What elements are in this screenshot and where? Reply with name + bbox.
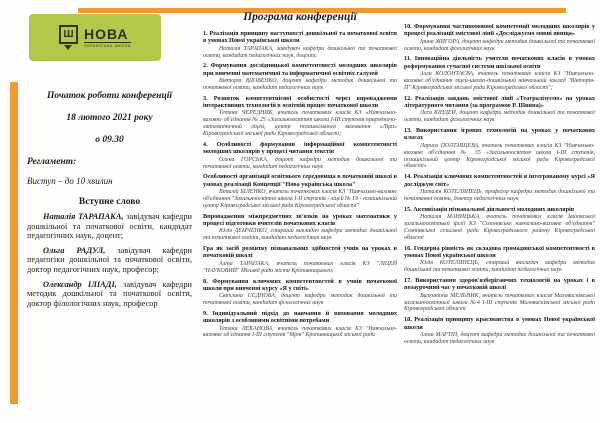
- program-item: [203, 278, 397, 307]
- program-column-2: [404, 20, 595, 349]
- item-heading: 14. Реалізація ключових компетентностей в інтегрованому курсі «Я досліджую світ»: [404, 173, 595, 188]
- item-heading: 2. Формування дослідницької компетентності молодших школярів при вивченні математичної та інформатичної освітніх галузей: [203, 62, 397, 77]
- program-item: [203, 245, 397, 274]
- start-line-1: Початок роботи конференції: [46, 91, 173, 101]
- intro-speakers-list: [27, 212, 192, 308]
- nus-logo: [29, 14, 161, 61]
- program-item: [203, 213, 397, 242]
- item-heading: 10. Формування частиномовної компетенції молодших школярів у процесі реалізації змістової лінії «Досліджуємо мовні явища»: [404, 23, 595, 38]
- logo-letter: Ш: [59, 25, 78, 44]
- left-column: [27, 12, 192, 308]
- item-heading: 1. Реалізація принципу наступності дошкільної та початкової освіти в умовах Нової української школи: [203, 30, 397, 45]
- item-speaker: Олена ГОРСЬКА, доцент кафедри методик дошкільної та початкової освіти, кандидат педагогічних наук: [203, 156, 397, 170]
- item-speaker: Юлія КОТЕЛЯНЕЦЬ, старший викладач кафедри методик дошкільної та початкової освіти, кандидат педагогічних наук: [404, 260, 595, 274]
- item-speaker: Наталія МАНИЦЬКА, вчитель початкових класів Іванівської загальноосвітньої філії КЗ "Созонівське навчально-виховне об'єднання" Созонівської сільської ради Кіровоградського району Кіровоградської області: [404, 214, 595, 241]
- speaker-name: Ольга РАДУЛ,: [43, 245, 106, 255]
- speaker-name: Олександр ІЛІАДІ,: [43, 279, 117, 289]
- program-item: [203, 310, 397, 339]
- speaker-role: завідувач кафедри методик дошкільної та початкової освіти, доктор філологічних наук, професор: [27, 279, 192, 308]
- speaker-name: Наталія ТАРАПАКА,: [43, 212, 124, 221]
- program-items-1: [203, 30, 397, 339]
- item-speaker: Тетяна ЛЕКАНОВА, вчитель початкових класів КЗ "Навчально-виховне об'єднання І-ІІІ ступенів "Мрія" Кропивницької міської ради: [203, 325, 397, 339]
- intro-speaker: [27, 280, 192, 309]
- program-item: [203, 62, 397, 91]
- logo-subtitle: УКРАЇНСЬКА ШКОЛА: [83, 44, 132, 49]
- item-speaker: Тетяна ЧЕРЕДНИК, вчитель початкових класів КЗ «Навчально-виховне об'єднання № 25 «Загальноосвітня школа І-ІІІ ступенів природничо-математичний ліцей, центр позашкільного виховання «Ліра» Кіровоградської міської ради Кіровоградської області;: [203, 110, 397, 138]
- start-line-2: 18 лютого 2021 року: [66, 113, 153, 123]
- item-speaker: Лариса ПОЛТАВЦЕВА, вчитель початкових класів КЗ "Навчально-виховне об'єднання № 35 «Загальноосвітня школа І-ІІІ ступенів, позашкільний центр Кіровоградської міської ради Кіровоградської області»: [404, 142, 595, 170]
- item-heading: 18. Реалізація принципу краєзнавства в умовах Нової української школи: [404, 316, 595, 331]
- program-item: [404, 95, 595, 124]
- item-heading: 15. Активізація пізнавальної діяльності молодших школярів: [404, 205, 575, 213]
- program-item: [404, 316, 595, 345]
- logo-brand: НОВА: [83, 25, 129, 42]
- item-heading: Впровадження міжпредметних зв'язків на уроках математики у процесі підготовки вчителів початкових класів: [203, 212, 397, 228]
- reglament-value: Виступ – до 10 хвилин: [27, 176, 113, 186]
- intro-word-title: Вступне слово: [78, 197, 141, 207]
- logo-text: [84, 27, 131, 49]
- conference-start-block: [27, 91, 192, 145]
- orange-left-rule: [10, 82, 18, 404]
- program-item: [404, 245, 595, 274]
- item-heading: 9. Індивідуальний підхід до навчання й виховання молодших школярів з особливими освітніми потребами: [203, 309, 397, 325]
- program-items-2: [404, 23, 595, 346]
- item-heading: 17. Використання здоров'язберігаючих технологій на уроках і в позаурочний час у початковій школі: [404, 277, 595, 292]
- item-speaker: Леся КІНДЕЙ, доцент кафедри методик дошкільної та початкової освіти, кандидат філологічних наук: [404, 110, 595, 124]
- item-speaker: Наталія ТАРАПАКА, завідувач кафедри дошкільної та початкової освіти, кандидат педагогічних наук, доцент;: [203, 45, 397, 59]
- start-line-3: о 09.30: [95, 135, 124, 145]
- program-item: [203, 141, 397, 170]
- program-item: [203, 95, 397, 138]
- program-item: [404, 206, 595, 242]
- item-speaker: Наталія КОТЕЛЯНЕЦЬ, професор кафедри методик дошкільної та початкової освіти, доктор педагогічних наук: [404, 188, 595, 202]
- program-title: Програма конференції: [243, 11, 357, 23]
- item-speaker: Ірина ЖИГОРА, доцент кафедри методик дошкільної та початкової освіти, кандидат філологічних наук: [404, 38, 595, 52]
- item-speaker: Аліна ТАРАПАКА, вчитель початкових класів КЗ "ЛІЦЕЙ "НАУКОВИЙ" Міської ради міста Кропивницького;: [203, 260, 397, 274]
- program-column-1: [203, 5, 397, 342]
- program-item: [404, 173, 595, 202]
- item-heading: 11. Інноваційна діяльність учителя початкових класів в умовах реформування сучасної системи шкільної освіти: [404, 55, 595, 70]
- intro-speaker: [27, 246, 192, 275]
- intro-speaker: [27, 212, 192, 241]
- item-speaker: Віталій БІЛЕНКО, вчитель початкових класів КЗ "Навчально-виховне об'єднання "Загальноосвітня школа І-ІІ ступенів - ліцей № 19 - позашкільний центр Кіровоградської міської ради Кіровоградської області": [203, 189, 397, 209]
- item-speaker: Валентина МЕЛЬНИК, вчитель початкових класів Маловисківської загальноосвітньої школи №4 І-ІІІ ступенів Маловисківської міської ради Кіровоградської області: [404, 292, 595, 313]
- item-heading: Особливості організації освітнього середовища в початковій школі в умовах реалізації Концепції "Нова українська школа": [203, 173, 397, 188]
- item-speaker: Світлана СЄДНОВА, доцент кафедри методик дошкільної та початкової освіти, кандидат філологічних наук: [203, 293, 397, 307]
- pencil-school-icon: [59, 25, 78, 50]
- item-heading: Гра як засіб розвитку пізнавальних здібностей учнів на уроках в початковій школі: [203, 245, 397, 260]
- item-heading: 8. Формування ключових компетентностей в учнів початкової школи при вивченні курсу «Я у світі»: [203, 277, 397, 292]
- program-item: [203, 173, 397, 209]
- program-item: [404, 277, 595, 313]
- item-heading: 12. Реалізація завдань змістової лінії «Театралізуємо» на уроках літературного читання (за програмою Р. Шияна)»: [404, 94, 595, 110]
- program-item: [404, 55, 595, 91]
- item-speaker: Юлія ДЕМЧЕНКО, старший викладач кафедри методик дошкільної та початкової освіти, кандидат педагогічних наук: [203, 228, 397, 242]
- item-speaker: Алла КОЛОНТАЄВА, вчитель початкових класів КЗ "Навчально-виховне об'єднання ліцей-школа-дошкільний навчальний заклад "Вікторія-П" Кіровоградської міської ради Кіровоградської області";: [404, 71, 595, 91]
- pencil-tip-icon: [64, 45, 72, 50]
- speaker-role: завідувач кафедри дошкільної та початкової освіти, кандидат педагогічних наук, доцент;: [27, 212, 192, 241]
- item-speaker: Аліна МАРТІН, доцент кафедри методик дошкільної та початкової освіти, кандидат педагогічних наук: [404, 331, 595, 345]
- program-item: [203, 30, 397, 59]
- item-heading: 13. Використання ігрових технологій на уроках у початкових класах: [404, 127, 595, 142]
- reglament-label: Регламент:: [27, 157, 77, 167]
- program-item: [404, 127, 595, 170]
- item-heading: 3. Розвиток компетентнісної особистості через впровадження інтерактивних технологій в освітній процес початкової школи: [203, 94, 397, 110]
- speaker-role: завідувач кафедри педагогіки дошкільної та початкової освіти, доктор педагогічних наук, професор;: [27, 245, 192, 274]
- item-heading: 4. Особливості формування інформаційної компетентності молодших школярів у процесі читання текстів: [203, 141, 397, 156]
- item-heading: 16. Гендерна рівність як складова громадянської компетентності в умовах Нової української школи: [404, 244, 595, 259]
- item-speaker: Вікторія ВДОВЕНКО, доцент кафедри методик дошкільної та початкової освіти, кандидат педагогічних наук: [203, 78, 397, 91]
- program-item: [404, 23, 595, 52]
